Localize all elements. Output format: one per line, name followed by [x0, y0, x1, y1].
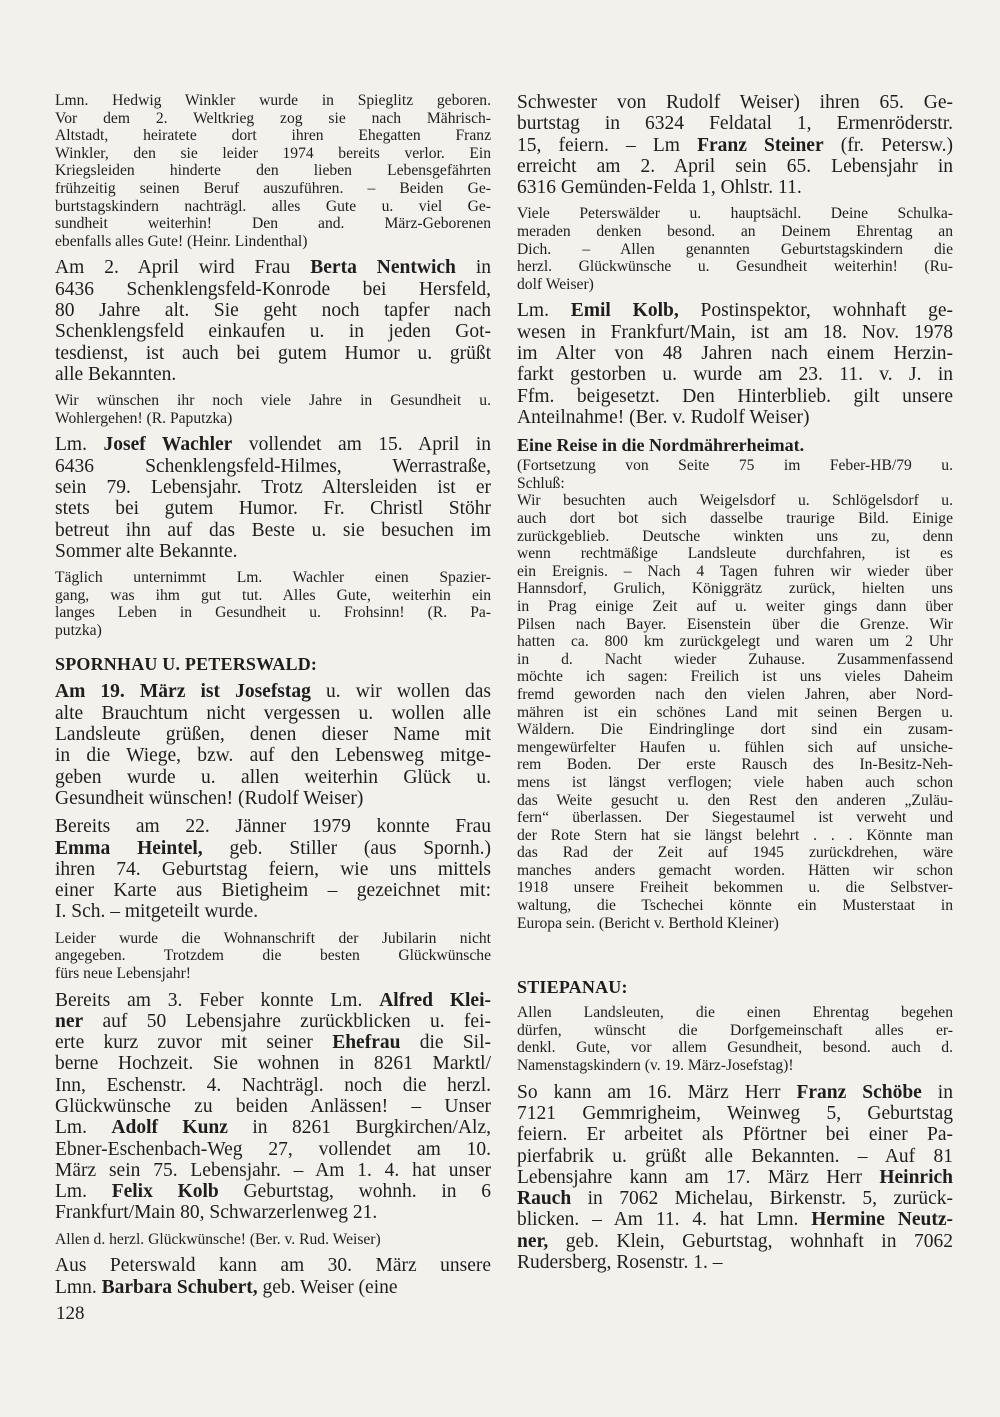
text-segment: Postinspektor, wohnhaft ge-	[678, 300, 953, 322]
text-line	[55, 233, 491, 251]
text-segment: die Sil-	[400, 1032, 491, 1054]
text-line	[517, 580, 953, 598]
text-segment: gang, was ihm gut tut. Alles Gute, weiterhin ein	[55, 586, 491, 604]
text-segment: vollendet am 15. April in	[232, 434, 491, 456]
text-segment: fern“ überlassen. Der Siegestaumel ist verweht und	[517, 809, 953, 827]
text-line	[55, 1032, 491, 1053]
text-line	[517, 407, 953, 428]
text-line	[517, 457, 953, 475]
text-segment: das Rad der Zeit auf 1945 zurückdrehen, wäre	[517, 844, 953, 862]
text-segment: Geburtstag, wohnh. in 6	[218, 1181, 491, 1203]
text-line	[55, 145, 491, 163]
text-segment: sein 79. Lebensjahr. Trotz Altersleiden ist er	[55, 476, 491, 498]
text-segment: mens ist längst verflogen; viele haben auch schon	[517, 773, 953, 791]
text-segment: frühzeitig seinen Beruf auszuführen. – Beiden Ge-	[55, 179, 491, 197]
text-segment: Landsleute grüßen, denen dieser Name mit	[55, 724, 491, 746]
text-line	[517, 616, 953, 634]
text-line	[517, 862, 953, 880]
text-line	[55, 498, 491, 519]
text-segment: burtstagskindern nachträgl. alles Gute u. viel Ge-	[55, 197, 491, 215]
paragraph	[55, 990, 491, 1224]
text-line	[517, 704, 953, 722]
text-segment: Hannsdorf, Grulich, Königgrätz zurück, hielten uns	[517, 580, 953, 598]
text-segment: berne Hochzeit. Sie wohnen in 8261 Marktl/	[55, 1053, 491, 1075]
text-line	[517, 792, 953, 810]
text-line	[517, 1252, 953, 1273]
text-line	[55, 321, 491, 342]
text-line	[517, 897, 953, 915]
text-segment: März sein 75. Lebensjahr. – Am 1. 4. hat unser	[55, 1159, 491, 1181]
text-segment: der Rote Stern hat sie längst belehrt . . . Könnte man	[517, 826, 953, 844]
text-segment: Wäldern. Die Eindringlinge dort sind ein zusam-	[517, 721, 953, 739]
text-segment: farkt gestorben u. wurde am 23. 11. v. J. in	[517, 364, 953, 386]
text-line	[55, 703, 491, 724]
text-segment: in	[455, 257, 491, 279]
text-segment: stets bei gutem Humor. Fr. Christl Stöhr	[55, 498, 491, 520]
text-line	[55, 456, 491, 477]
text-segment: Gesundheit wünschen! (Rudolf Weiser)	[55, 787, 364, 809]
text-line	[517, 1188, 953, 1209]
person-name: Hermine Neutz-	[811, 1209, 953, 1231]
text-segment: 15, feiern. – Lm	[517, 134, 698, 156]
text-segment: angegeben. Trotzdem die besten Glückwünsche	[55, 947, 491, 965]
text-line	[55, 930, 491, 948]
text-line	[55, 859, 491, 880]
text-segment: Täglich unternimmt Lm. Wachler einen Spazier-	[55, 569, 491, 587]
paragraph	[55, 257, 491, 385]
text-segment: erte kurz zuvor mit seiner	[55, 1032, 333, 1054]
text-line	[55, 434, 491, 455]
text-line	[517, 364, 953, 385]
text-segment: 7121 Gemmrigheim, Weinweg 5, Geburtstag	[517, 1102, 953, 1124]
paragraph	[517, 300, 953, 428]
text-segment: Am 2. April wird Frau	[55, 257, 311, 279]
text-line	[517, 435, 953, 456]
text-segment: Sommer alte Bekannte.	[55, 540, 238, 562]
text-segment: 6436 Schenklengsfeld-Konrode bei Hersfeld,	[55, 278, 491, 300]
text-line	[517, 1167, 953, 1188]
text-segment: Rudersberg, Rosenstr. 1. –	[517, 1252, 723, 1274]
text-segment: Lmn. Hedwig Winkler wurde in Spieglitz geboren.	[55, 92, 491, 109]
section-heading: STIEPANAU:	[517, 977, 628, 998]
text-line	[55, 1231, 491, 1249]
text-line	[517, 598, 953, 616]
text-line	[517, 276, 953, 294]
text-segment: sundheit weiterhin! Den and. März-Geborenen	[55, 215, 491, 233]
text-segment: Lebensjahre kann am 17. März Herr	[517, 1166, 880, 1188]
text-segment: Anteilnahme! (Ber. v. Rudolf Weiser)	[517, 406, 810, 428]
text-segment: in Prag einige Zeit auf u. weiter gings dann über	[517, 597, 953, 615]
text-line	[517, 1022, 953, 1040]
paragraph	[517, 92, 953, 198]
text-line	[517, 1146, 953, 1167]
text-segment: mengewürfelter Haufen u. fühlen sich auf unsiche-	[517, 738, 953, 756]
text-line	[517, 300, 953, 321]
text-line	[55, 364, 491, 385]
text-line	[517, 343, 953, 364]
text-line	[55, 1096, 491, 1117]
text-line	[55, 92, 491, 110]
text-line	[517, 241, 953, 259]
page-number: 128	[56, 1303, 85, 1324]
paragraph	[55, 569, 491, 639]
text-line	[55, 880, 491, 901]
text-line	[55, 901, 491, 922]
text-line	[55, 767, 491, 788]
text-segment: blicken. – Am 11. 4. hat Lmn.	[517, 1209, 812, 1231]
text-segment: putzka)	[55, 621, 102, 639]
text-line	[517, 668, 953, 686]
text-segment: fürs neue Lebensjahr!	[55, 964, 191, 982]
text-line	[517, 1004, 953, 1022]
text-segment: geb. Weiser (eine	[257, 1276, 398, 1298]
person-name: ner	[55, 1010, 84, 1032]
text-line	[55, 477, 491, 498]
text-line	[517, 827, 953, 845]
text-line	[55, 990, 491, 1011]
paragraph	[517, 457, 953, 932]
text-line	[517, 1124, 953, 1145]
text-segment: Lm.	[517, 300, 571, 322]
paragraph	[55, 681, 491, 809]
text-line	[55, 1075, 491, 1096]
text-line	[55, 127, 491, 145]
text-segment: hatten ca. 800 km zurückgelegt und waren um 2 Uhr	[517, 633, 953, 651]
text-segment: Schluß:	[517, 474, 565, 492]
text-line	[517, 915, 953, 933]
text-segment: Winkler, den sie leider 1974 bereits verlor. Ein	[55, 144, 491, 162]
article-title	[517, 435, 953, 456]
person-name: Emil Kolb,	[570, 300, 679, 322]
text-segment: Aus Peterswald kann am 30. März unsere	[55, 1255, 491, 1277]
text-line	[55, 541, 491, 562]
text-segment: Bereits am 3. Feber konnte Lm.	[55, 989, 380, 1011]
text-segment: 1918 unsere Freiheit bekommen u. die Selbstver-	[517, 879, 953, 897]
person-name: Adolf Kunz	[111, 1117, 228, 1139]
text-segment: dolf Weiser)	[517, 275, 594, 293]
text-line	[55, 300, 491, 321]
left-column	[55, 92, 491, 1305]
text-line	[517, 135, 953, 156]
text-segment: u. wir wollen das	[310, 681, 491, 703]
text-line	[55, 1255, 491, 1276]
text-segment: Wir wünschen ihr noch viele Jahre in Gesundheit u.	[55, 392, 491, 410]
text-line	[55, 745, 491, 766]
text-line	[517, 223, 953, 241]
text-segment: 80 Jahre alt. Sie geht noch tapfer nach	[55, 299, 491, 321]
text-segment: Wir besuchten auch Weigelsdorf u. Schlögelsdorf u.	[517, 492, 953, 510]
text-segment: Lm.	[55, 434, 104, 456]
text-line	[517, 756, 953, 774]
text-segment: das Weite gesucht u. den Rest den anderen „Zuläu-	[517, 791, 953, 809]
text-segment: (Fortsetzung von Seite 75 im Feber-HB/79 u.	[517, 457, 953, 475]
text-segment: betreut ihn auf das Beste u. sie besuchen im	[55, 519, 491, 541]
text-segment: Kriegsleiden hinderte den lieben Lebensgefährten	[55, 162, 491, 180]
text-segment: feiern. Er arbeitet als Pförtner bei einer Pa-	[517, 1124, 953, 1146]
text-segment: geb. Stiller (aus Spornh.)	[202, 837, 491, 859]
paragraph	[55, 1231, 491, 1249]
text-segment: Allen d. herzl. Glückwünsche! (Ber. v. Rud. Weiser)	[55, 1230, 381, 1248]
text-segment: herzl. Glückwünsche u. Gesundheit weiterhin! (Ru-	[517, 258, 953, 276]
text-line	[517, 651, 953, 669]
text-line	[55, 587, 491, 605]
text-line	[55, 162, 491, 180]
text-segment: Leider wurde die Wohnanschrift der Jubilarin nicht	[55, 929, 491, 947]
paragraph	[55, 1255, 491, 1298]
text-line	[517, 721, 953, 739]
text-segment: in d. Nacht wieder Zuhause. Zusammenfassend	[517, 650, 953, 668]
right-column	[517, 92, 953, 1280]
text-line	[517, 633, 953, 651]
text-segment: meraden denken besond. an Deinem Ehrentag an	[517, 223, 953, 241]
text-line	[55, 279, 491, 300]
text-segment: in 8261 Burgkirchen/Alz,	[227, 1117, 491, 1139]
text-line	[55, 838, 491, 859]
text-segment: Vor dem 2. Weltkrieg zog sie nach Mährisch-	[55, 109, 491, 127]
text-line	[517, 386, 953, 407]
text-segment: in 7062 Michelau, Birkenstr. 5, zurück-	[571, 1188, 953, 1210]
text-segment: geben wurde u. allen weiterhin Glück u.	[55, 766, 491, 788]
text-line	[517, 1231, 953, 1252]
person-name: ner,	[517, 1230, 549, 1252]
text-line	[55, 1277, 491, 1298]
text-segment: waltung, die Tschechei könnte ein Musterstaat in	[517, 897, 953, 915]
text-segment: ein Ereignis. – Nach 4 Tagen fuhren wir wieder über	[517, 562, 953, 580]
text-segment: einer Karte aus Bietigheim – gezeichnet mit:	[55, 880, 491, 902]
person-name: Felix Kolb	[111, 1181, 219, 1203]
text-segment: I. Sch. – mitgeteilt wurde.	[55, 901, 259, 923]
text-line	[55, 816, 491, 837]
text-segment: Lmn.	[55, 1276, 102, 1298]
text-line	[55, 410, 491, 428]
text-line	[55, 392, 491, 410]
text-segment: fremd geworden nach den vielen Jahren, aber Nord-	[517, 685, 953, 703]
text-line	[517, 475, 953, 493]
text-segment: Wohlergehen! (R. Paputzka)	[55, 409, 233, 427]
text-line	[55, 604, 491, 622]
text-segment: Schwester von Rudolf Weiser) ihren 65. Ge-	[517, 92, 953, 113]
text-line	[517, 809, 953, 827]
person-name: Ehefrau	[332, 1032, 401, 1054]
text-line	[517, 492, 953, 510]
text-line	[55, 110, 491, 128]
text-segment: wenn rechtmäßige Landsleute durchfahren, ist es	[517, 545, 953, 563]
text-line	[55, 1011, 491, 1032]
text-line	[55, 180, 491, 198]
person-name: Heinrich	[879, 1166, 953, 1188]
text-segment: Allen Landsleuten, die einen Ehrentag begehen	[517, 1004, 953, 1022]
text-segment: in die Wiege, bzw. auf den Lebensweg mitge-	[55, 745, 491, 767]
paragraph	[55, 930, 491, 983]
text-line	[517, 258, 953, 276]
text-segment: denkl. Gute, vor allem Gesundheit, besond. auch d.	[517, 1039, 953, 1057]
text-segment: Glückwünsche zu beiden Anlässen! – Unser	[55, 1096, 491, 1117]
text-line	[517, 113, 953, 134]
text-segment: Lm.	[55, 1117, 112, 1139]
text-segment: geb. Klein, Geburtstag, wohnhaft in 7062	[548, 1230, 953, 1252]
text-segment: Inn, Eschenstr. 4. Nachträgl. noch die herzl.	[55, 1074, 491, 1096]
text-line	[55, 215, 491, 233]
text-line	[517, 1103, 953, 1124]
text-segment: (fr. Petersw.)	[823, 134, 953, 156]
text-segment: Dich. – Allen genannten Geburtstagskindern die	[517, 240, 953, 258]
text-line	[55, 257, 491, 278]
text-line	[55, 622, 491, 640]
text-line	[55, 198, 491, 216]
text-segment: tesdienst, ist auch bei gutem Humor u. grüßt	[55, 342, 491, 364]
text-line	[55, 965, 491, 983]
text-segment: manches anders gemacht worden. Hätten wir schon	[517, 861, 953, 879]
text-segment: ebenfalls alles Gute! (Heinr. Lindenthal)	[55, 232, 308, 250]
text-segment: 6316 Gemünden-Felda 1, Ohlstr. 11.	[517, 177, 802, 199]
text-segment: Eine Reise in die Nordmährerheimat.	[517, 435, 805, 456]
text-line	[55, 343, 491, 364]
paragraph	[55, 92, 491, 250]
text-segment: auch dort bot sich dasselbe traurige Bild. Einige	[517, 510, 953, 528]
text-line	[517, 156, 953, 177]
text-segment: mähren ist ein schönes Land mit seinen Bergen u.	[517, 703, 953, 721]
person-name: Alfred Klei-	[379, 989, 491, 1011]
text-segment: pierfabrik u. grüßt alle Bekannten. – Auf 81	[517, 1145, 953, 1167]
text-line	[55, 681, 491, 702]
paragraph	[55, 434, 491, 562]
section-heading: SPORNHAU U. PETERSWALD:	[55, 654, 318, 675]
text-line	[55, 1139, 491, 1160]
text-segment: Altstadt, heiratete dort ihren Ehegatten Franz	[55, 127, 491, 145]
text-line	[55, 1160, 491, 1181]
text-line	[517, 528, 953, 546]
paragraph	[517, 1082, 953, 1274]
text-segment: burtstag in 6324 Feldatal 1, Ermenröderstr.	[517, 113, 953, 135]
text-line	[517, 322, 953, 343]
text-line	[55, 788, 491, 809]
text-line	[517, 686, 953, 704]
person-name: Berta Nentwich	[310, 257, 456, 279]
person-name: Am 19. März ist Josefstag	[55, 681, 311, 703]
text-line	[517, 1209, 953, 1230]
text-line	[55, 947, 491, 965]
text-line	[55, 569, 491, 587]
text-segment: zurückgeblieb. Deutsche winkten uns zu, denn	[517, 527, 953, 545]
text-line	[517, 774, 953, 792]
text-segment: ihren 74. Geburtstag feiern, wie uns mittels	[55, 858, 491, 880]
text-segment: alle Bekannten.	[55, 363, 177, 385]
text-line	[55, 1202, 491, 1223]
text-line	[517, 177, 953, 198]
person-name: Franz Schöbe	[796, 1081, 922, 1103]
text-segment: Ebner-Eschenbach-Weg 27, vollendet am 10.	[55, 1138, 491, 1160]
person-name: Josef Wachler	[103, 434, 233, 456]
text-segment: Namenstagskindern (v. 19. März-Josefstag)!	[517, 1057, 794, 1075]
text-segment: erreicht am 2. April sein 65. Lebensjahr in	[517, 155, 953, 177]
paragraph	[517, 205, 953, 293]
text-segment: Frankfurt/Main 80, Schwarzerlenweg 21.	[55, 1202, 378, 1224]
text-segment: wesen in Frankfurt/Main, ist am 18. Nov. 1978	[517, 321, 953, 343]
paragraph	[517, 1004, 953, 1074]
text-segment: langes Leben in Gesundheit u. Frohsinn! (R. Pa-	[55, 604, 491, 622]
text-segment: So kann am 16. März Herr	[517, 1081, 797, 1103]
person-name: Barbara Schubert,	[101, 1276, 258, 1298]
text-segment: Viele Peterswälder u. hauptsächl. Deine Schulka-	[517, 205, 953, 223]
paragraph	[55, 392, 491, 427]
text-line	[517, 739, 953, 757]
text-line	[517, 545, 953, 563]
text-line	[517, 563, 953, 581]
paragraph	[55, 816, 491, 922]
text-segment: möchte ich sagen: Freilich ist uns vieles Daheim	[517, 668, 953, 686]
text-segment: dürfen, wünscht die Dorfgemeinschaft alles er-	[517, 1021, 953, 1039]
text-segment: Ffm. beigesetzt. Den Hinterblieb. gilt unsere	[517, 385, 953, 407]
text-line	[517, 1082, 953, 1103]
text-segment: rem Boden. Der erste Rausch des In-Besitz-Neh-	[517, 756, 953, 774]
text-segment: Bereits am 22. Jänner 1979 konnte Frau	[55, 816, 491, 838]
person-name: Rauch	[517, 1188, 572, 1210]
text-line	[517, 844, 953, 862]
text-line	[55, 520, 491, 541]
text-segment: Lm.	[55, 1181, 112, 1203]
text-segment: in	[921, 1081, 953, 1103]
text-line	[55, 724, 491, 745]
person-name: Franz Steiner	[697, 134, 824, 156]
text-line	[517, 1057, 953, 1075]
text-line	[55, 1117, 491, 1138]
text-line	[517, 1039, 953, 1057]
text-segment: auf 50 Lebensjahre zurückblicken u. fei-	[83, 1010, 491, 1032]
text-line	[55, 1053, 491, 1074]
text-line	[55, 1181, 491, 1202]
text-segment: Schenklengsfeld einkaufen u. in jeden Got-	[55, 321, 491, 343]
text-segment: im Alter von 48 Jahren nach einem Herzin-	[517, 343, 953, 365]
text-line	[517, 510, 953, 528]
person-name: Emma Heintel,	[55, 837, 203, 859]
text-segment: Pilsen nach Bayer. Eisenstein über die Grenze. Wir	[517, 615, 953, 633]
text-line	[517, 205, 953, 223]
text-line	[517, 92, 953, 113]
text-segment: 6436 Schenklengsfeld-Hilmes, Werrastraße,	[55, 455, 491, 477]
text-segment: alte Brauchtum nicht vergessen u. wollen alle	[55, 702, 491, 724]
text-segment: Europa sein. (Bericht v. Berthold Kleiner)	[517, 914, 779, 932]
text-line	[517, 879, 953, 897]
